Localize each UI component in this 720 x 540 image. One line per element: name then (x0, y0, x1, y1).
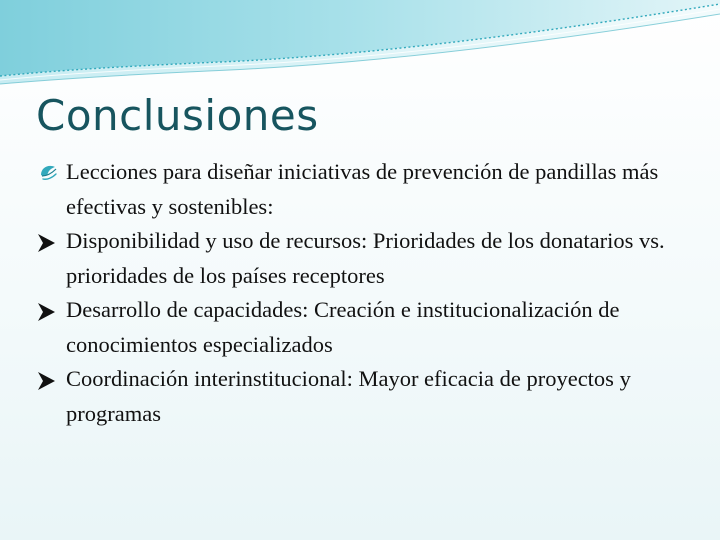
bullet-item-lessons (36, 155, 696, 224)
bullet-list (36, 155, 696, 431)
bullet-item-text: Disponibilidad y uso de recursos: Prioridades de los donatarios vs. prioridades de los países receptores (66, 228, 665, 288)
arrowhead-icon (36, 362, 66, 397)
bullet-item-coordination (36, 362, 696, 431)
header-wave-decoration (0, 0, 720, 90)
bullet-item-resources (36, 224, 696, 293)
bullet-item-text: Coordinación interinstitucional: Mayor eficacia de proyectos y programas (66, 366, 631, 426)
bullet-item-capacity (36, 293, 696, 362)
arrowhead-icon (36, 293, 66, 328)
leaf-swirl-icon (38, 155, 68, 190)
slide-title: Conclusiones (36, 91, 319, 140)
arrowhead-icon (36, 224, 66, 259)
bullet-item-text: Lecciones para diseñar iniciativas de prevención de pandillas más efectivas y sostenibles: (66, 159, 659, 219)
bullet-item-text: Desarrollo de capacidades: Creación e institucionalización de conocimientos especializados (66, 297, 620, 357)
